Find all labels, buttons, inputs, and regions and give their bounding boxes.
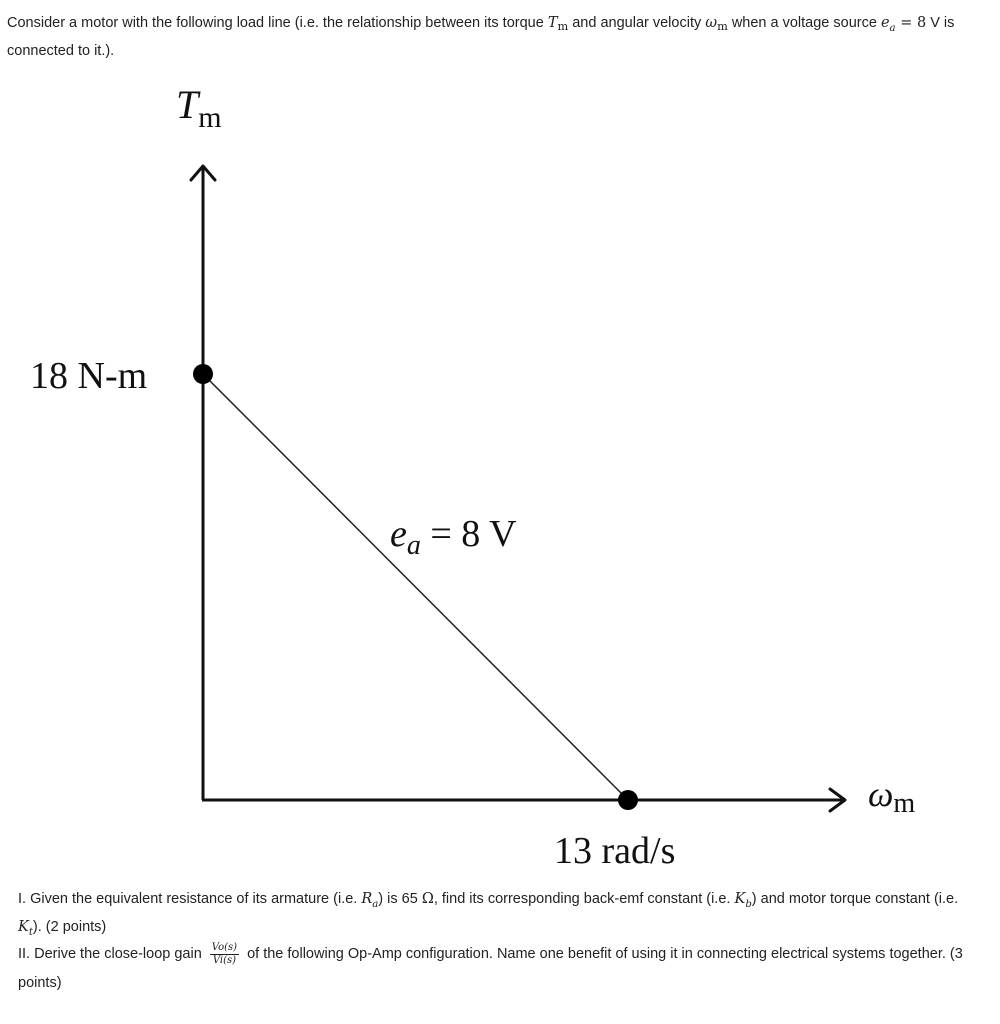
q1-text-1: I. Given the equivalent resistance of its armature (i.e. [18,891,362,907]
intro-text-4: V is connected to it.). [7,15,955,59]
intro-text-1: Consider a motor with the following load line (i.e. the relationship between its torque [7,15,548,31]
gain-numerator: Vo(s) [211,941,238,953]
q1-text-4: ) and motor torque constant (i.e. [751,891,959,907]
question-1 [18,888,978,944]
load-line-chart [0,60,1000,880]
x-intercept-label: 13 rad/s [554,830,676,872]
no-load-speed-point [618,790,638,810]
intro-text-2: and angular velocity [568,15,706,31]
voltage-equals: = 8 [895,15,927,31]
q2-text-1: II. Derive the close-loop gain [18,946,206,962]
gain-fraction [210,942,239,967]
voltage-symbol: $e_a$ [880,15,896,34]
q2-text-2: of the following Op-Amp configuration. Name one benefit of using it in connecting electrical systems together. (3 points) [18,946,963,991]
x-axis-label: ωm [868,774,916,819]
stall-torque-point [193,364,213,384]
torque-symbol: Tm [547,15,569,33]
q1-text-3: , find its corresponding back-emf constant (i.e. [433,891,735,907]
ohm-symbol: Ω [421,891,434,907]
q1-text-5: ). (2 points) [32,918,107,935]
y-axis-label: $T_m$ [176,82,222,134]
load-line [203,374,628,800]
problem-intro [7,12,967,62]
q1-text-2: ) is 65 [378,891,422,907]
question-2 [18,940,978,998]
back-emf-constant-symbol: $K_b$ [734,891,752,910]
gain-denominator: Vi(s) [212,954,237,966]
y-intercept-label: 18 N-m [30,355,148,397]
torque-constant-symbol: $K_t$ [18,918,33,938]
load-line-label: $e_a = 8$ V [390,513,517,561]
intro-text-3: when a voltage source [727,15,881,31]
armature-resistance-symbol: $R_a$ [361,891,379,910]
omega-symbol: ωm [705,15,728,33]
